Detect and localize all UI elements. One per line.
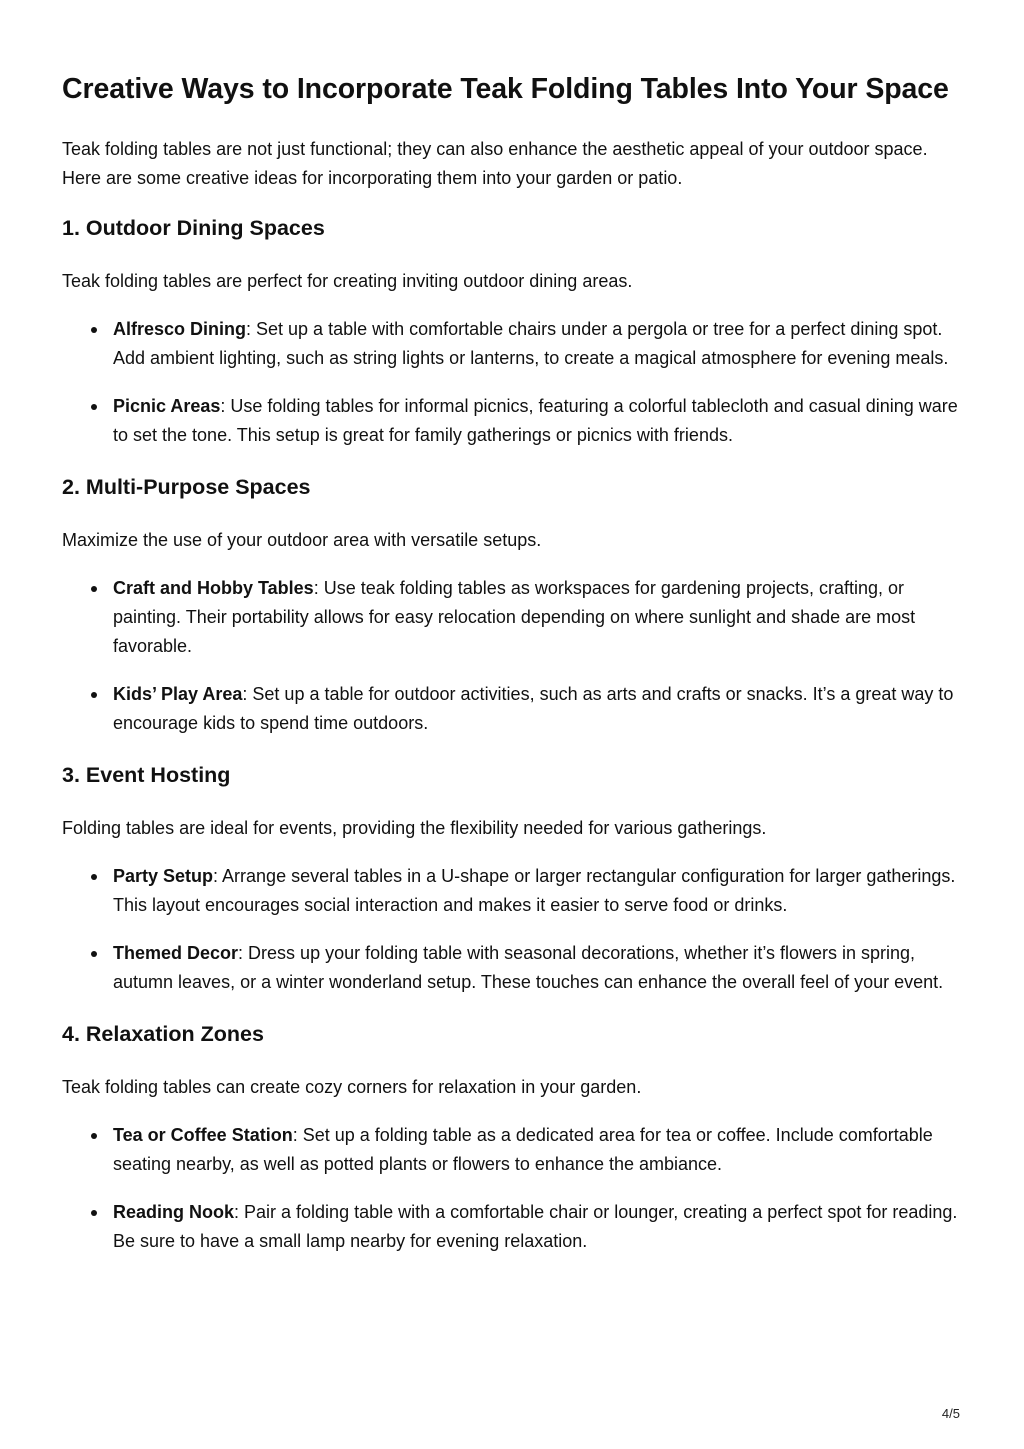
item-text: : Set up a table for outdoor activities, such as arts and crafts or snacks. It’s a great way to encourage kids to spend time outdoors. [113, 684, 954, 733]
item-term: Alfresco Dining [113, 319, 247, 339]
bullet-icon [91, 586, 97, 592]
section-lead: Teak folding tables are perfect for creating inviting outdoor dining areas. [62, 271, 633, 291]
bullet-list [62, 315, 967, 450]
bullet-icon [91, 951, 97, 957]
item-text: : Dress up your folding table with seasonal decorations, whether it’s flowers in spring, autumn leaves, or a winter wonderland setup. These touches can enhance the overall feel of your event. [113, 943, 944, 992]
bullet-icon [91, 1133, 97, 1139]
section-multi-purpose [62, 473, 967, 738]
list-item [62, 1121, 967, 1179]
bullet-list [62, 862, 967, 997]
section-event-hosting [62, 761, 967, 997]
item-term: Reading Nook [113, 1202, 235, 1222]
item-text: : Set up a folding table as a dedicated area for tea or coffee. Include comfortable seating nearby, as well as potted plants or flowers to enhance the ambiance. [113, 1125, 933, 1174]
page-number: 4/5 [941, 1406, 960, 1421]
item-term: Kids’ Play Area [113, 684, 243, 704]
item-text: : Use folding tables for informal picnics, featuring a colorful tablecloth and casual dining ware to set the tone. This setup is great for family gatherings or picnics with friends. [113, 396, 958, 445]
bullet-icon [91, 692, 97, 698]
item-text: : Set up a table with comfortable chairs under a pergola or tree for a perfect dining spot. Add ambient lighting, such as string lights or lanterns, to create a magical atmosphere for evening meals. [113, 319, 949, 368]
section-lead: Maximize the use of your outdoor area with versatile setups. [62, 530, 542, 550]
page-title: Creative Ways to Incorporate Teak Folding Tables Into Your Space [62, 73, 949, 105]
bullet-list [62, 574, 967, 738]
list-item [62, 315, 967, 373]
document-page [62, 60, 967, 1256]
list-item [62, 574, 967, 661]
item-text: : Use teak folding tables as workspaces for gardening projects, crafting, or painting. Their portability allows for easy relocation depending on where sunlight and shade are most favorable. [113, 578, 916, 656]
list-item [62, 392, 967, 450]
list-item [62, 1198, 967, 1256]
bullet-icon [91, 404, 97, 410]
bullet-icon [91, 1210, 97, 1216]
item-text: : Arrange several tables in a U-shape or larger rectangular configuration for larger gatherings. This layout encourages social interaction and makes it easier to serve food or drinks. [113, 866, 956, 915]
list-item [62, 680, 967, 738]
bullet-icon [91, 874, 97, 880]
item-term: Party Setup [113, 866, 214, 886]
bullet-icon [91, 327, 97, 333]
section-relaxation-zones [62, 1020, 967, 1256]
section-lead: Teak folding tables can create cozy corners for relaxation in your garden. [62, 1077, 642, 1097]
bullet-list [62, 1121, 967, 1256]
list-item [62, 862, 967, 920]
section-heading: 2. Multi-Purpose Spaces [62, 475, 311, 499]
section-heading: 3. Event Hosting [62, 763, 231, 787]
item-term: Craft and Hobby Tables [113, 578, 314, 598]
item-text: : Pair a folding table with a comfortable chair or lounger, creating a perfect spot for reading. Be sure to have a small lamp nearby for evening relaxation. [113, 1202, 958, 1251]
section-lead: Folding tables are ideal for events, providing the flexibility needed for various gatherings. [62, 818, 767, 838]
item-term: Themed Decor [113, 943, 239, 963]
section-heading: 4. Relaxation Zones [62, 1022, 264, 1046]
section-heading: 1. Outdoor Dining Spaces [62, 216, 325, 240]
item-term: Picnic Areas [113, 396, 221, 416]
item-term: Tea or Coffee Station [113, 1125, 293, 1145]
list-item [62, 939, 967, 997]
section-outdoor-dining [62, 214, 967, 450]
intro-paragraph: Teak folding tables are not just functional; they can also enhance the aesthetic appeal of your outdoor space. Here are some creative ideas for incorporating them into your garden or patio. [62, 139, 928, 188]
